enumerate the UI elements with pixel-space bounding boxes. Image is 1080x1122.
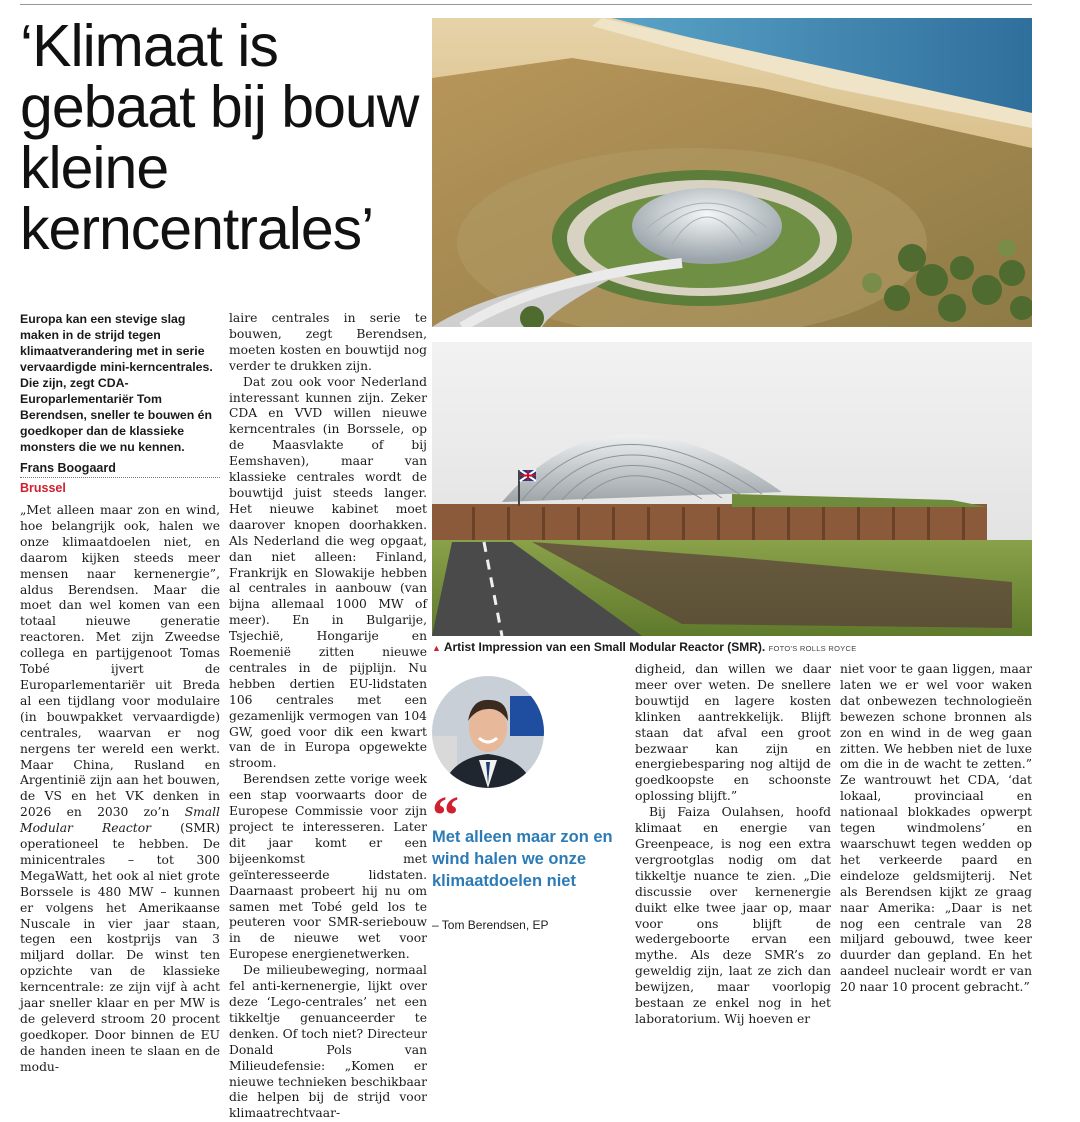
body-paragraph: digheid, dan willen we daar meer over weten. De snellere bouwtijd en lagere kosten klinken aantrekkelijk. Blijft staan dat afval een groot bezwaar kan zijn en energiebesparing nog altijd de goedkoopste en schoonste oplossing blijft.”: [635, 662, 831, 804]
pull-quote: Met alleen maar zon en wind halen we onze klimaatdoelen niet: [432, 828, 613, 890]
photo-caption: [432, 640, 1032, 654]
body-paragraph: niet voor te gaan liggen, maar laten we er wel voor waken dat onbewezen technologieën bewezen schone bronnen als zon en wind in de weg gaan zitten. We hebben niet de luxe om die in de wacht te zetten.” Ze wantrouwt het CDA, ‘dat lokaal, provinciaal en nationaal blokkades opwerpt tegen windmolens’ en waarschuwt tegen wedden op het verkeerde paard en eindeloze geldsmijterij. Net als Berendsen kijkt ze graag naar Amerika: „Daar is net nog een centrale van 28 miljard gebouwd, twee keer duurder dan gepland. En het aandeel nucleair wordt er van 20 naar 10 procent gebracht.”: [840, 662, 1032, 995]
smr-artist-impression-photo: [432, 342, 1032, 636]
byline-divider: [20, 477, 220, 478]
body-paragraph: Bij Faiza Oulahsen, hoofd klimaat en energie van Greenpeace, is nog een extra vergrootglas nodig om dat tikkeltje nuance te zien. „Die discussie over kernenergie duikt elke twee jaar op, maar voor ons blijft de wedergeboorte ervan een mythe. Als deze SMR’s zo geweldig zijn, laat ze zich dan bewijzen, maar voorlopig bestaan ze enkel nog in het laboratorium. Wij hoeven er: [635, 805, 831, 1026]
lead-paragraph: Europa kan een stevige slag maken in de strijd tegen klimaatverandering met in serie vervaardigde mini-kerncentrales. Die zijn, zegt CDA-Europarlementariër Tom Berendsen, sneller te bouwen én goedkoper dan de klassieke monsters die we nu kennen.: [20, 312, 213, 454]
aerial-reactor-photo: [432, 18, 1032, 327]
top-rule: [20, 4, 1032, 5]
body-paragraph: De milieubeweging, normaal fel anti-kernenergie, lijkt over deze ‘Lego-centrales’ net een tikkeltje genuanceerder te denken. Of toch niet? Directeur Donald Pols van Milieudefensie: „Komen er nieuwe technieken beschikbaar die helpen bij de strijd voor klimaatrechtvaar-: [229, 963, 427, 1121]
dateline: Brussel: [20, 481, 66, 495]
photo-credit: FOTO'S ROLLS ROYCE: [768, 644, 857, 653]
caption-triangle-icon: ▲: [432, 643, 441, 653]
headline: ‘Klimaat is gebaat bij bouw kleine kerncentrales’: [20, 13, 419, 262]
body-column-2: [229, 311, 427, 1122]
body-paragraph: „Met alleen maar zon en wind, hoe belangrijk ook, halen we onze klimaatdoelen niet, en daarom kijken steeds meer mensen naar kernenergie”, aldus Berendsen. Maar die moet dan wel komen van een totaal nieuwe generatie reactoren. Met zijn Zweedse collega en partijgenoot Tomas Tobé ijvert de Europarlementariër uit Breda al een tijdlang voor modulaire (in bouwpakket vervaardigde) centrales, waarvan er nog nergens ter wereld een werkt. Maar China, Rusland en Argentinië zijn aan het bouwen, de VS en het VK denken in 2026 en 2030 zo’n Small Modular Reactor (SMR) operationeel te hebben. De minicentrales – tot 300 MegaWatt, het ook al niet grote Borssele is 480 MW – kunnen er volgens het Amerikaanse Nuscale in vier jaar staan, tegen een kostprijs van 3 miljard dollar. De winst ten opzichte van de klassieke kerncentrale: ze zijn vijf à acht jaar sneller klaar en per MW is de geleverd stroom 20 procent goedkoper. Door binnen de EU de handen ineen te slaan en de modu-: [20, 503, 220, 1074]
quote-mark-icon: “: [432, 785, 459, 845]
body-column-3: [635, 662, 831, 1028]
author-name: Frans Boogaard: [20, 461, 116, 475]
body-column-4: [840, 662, 1032, 996]
body-column-1: [20, 503, 220, 1076]
body-paragraph: Dat zou ook voor Nederland interessant kunnen zijn. Zeker CDA en VVD willen nieuwe kerncentrales (in Borssele, op de Maasvlakte of bij Eemshaven), maar van klassieke centrales wordt de bouwtijd juist steeds langer. Het nieuwe kabinet moet daarover knopen doorhakken. Als Nederland die weg opgaat, dan niet alleen: Finland, Frankrijk en Slowakije hebben al centrales in aanbouw (van bijna allemaal 1000 MW of meer). En in Bulgarije, Tsjechië, Hongarije en Roemenië zitten nieuwe centrales in de pijplijn. Nu hebben dertien EU-lidstaten 106 centrales met een gezamenlijk vermogen van 104 GW, goed voor dik een kwart van de in Europa opgewekte stroom.: [229, 374, 427, 771]
quote-attribution: – Tom Berendsen, EP: [432, 918, 549, 932]
emphasis-text: Small Modular Reactor: [20, 805, 220, 836]
caption-text: Artist Impression van een Small Modular Reactor (SMR).: [443, 640, 766, 654]
body-paragraph: Berendsen zette vorige week een stap voorwaarts door de Europese Commissie voor zijn project te interesseren. Later dit jaar komt er een bijeenkomst met geïnteresseerde lidstaten. Daarnaast probeert hij nu om samen met Tobé geld los te peuteren voor SMR-seriebouw in de nieuwe wet voor Europese energienetwerken.: [229, 772, 427, 962]
author-portrait: [432, 676, 544, 788]
body-paragraph: laire centrales in serie te bouwen, zegt Berendsen, moeten kosten en bouwtijd nog verder te drukken zijn.: [229, 311, 427, 373]
